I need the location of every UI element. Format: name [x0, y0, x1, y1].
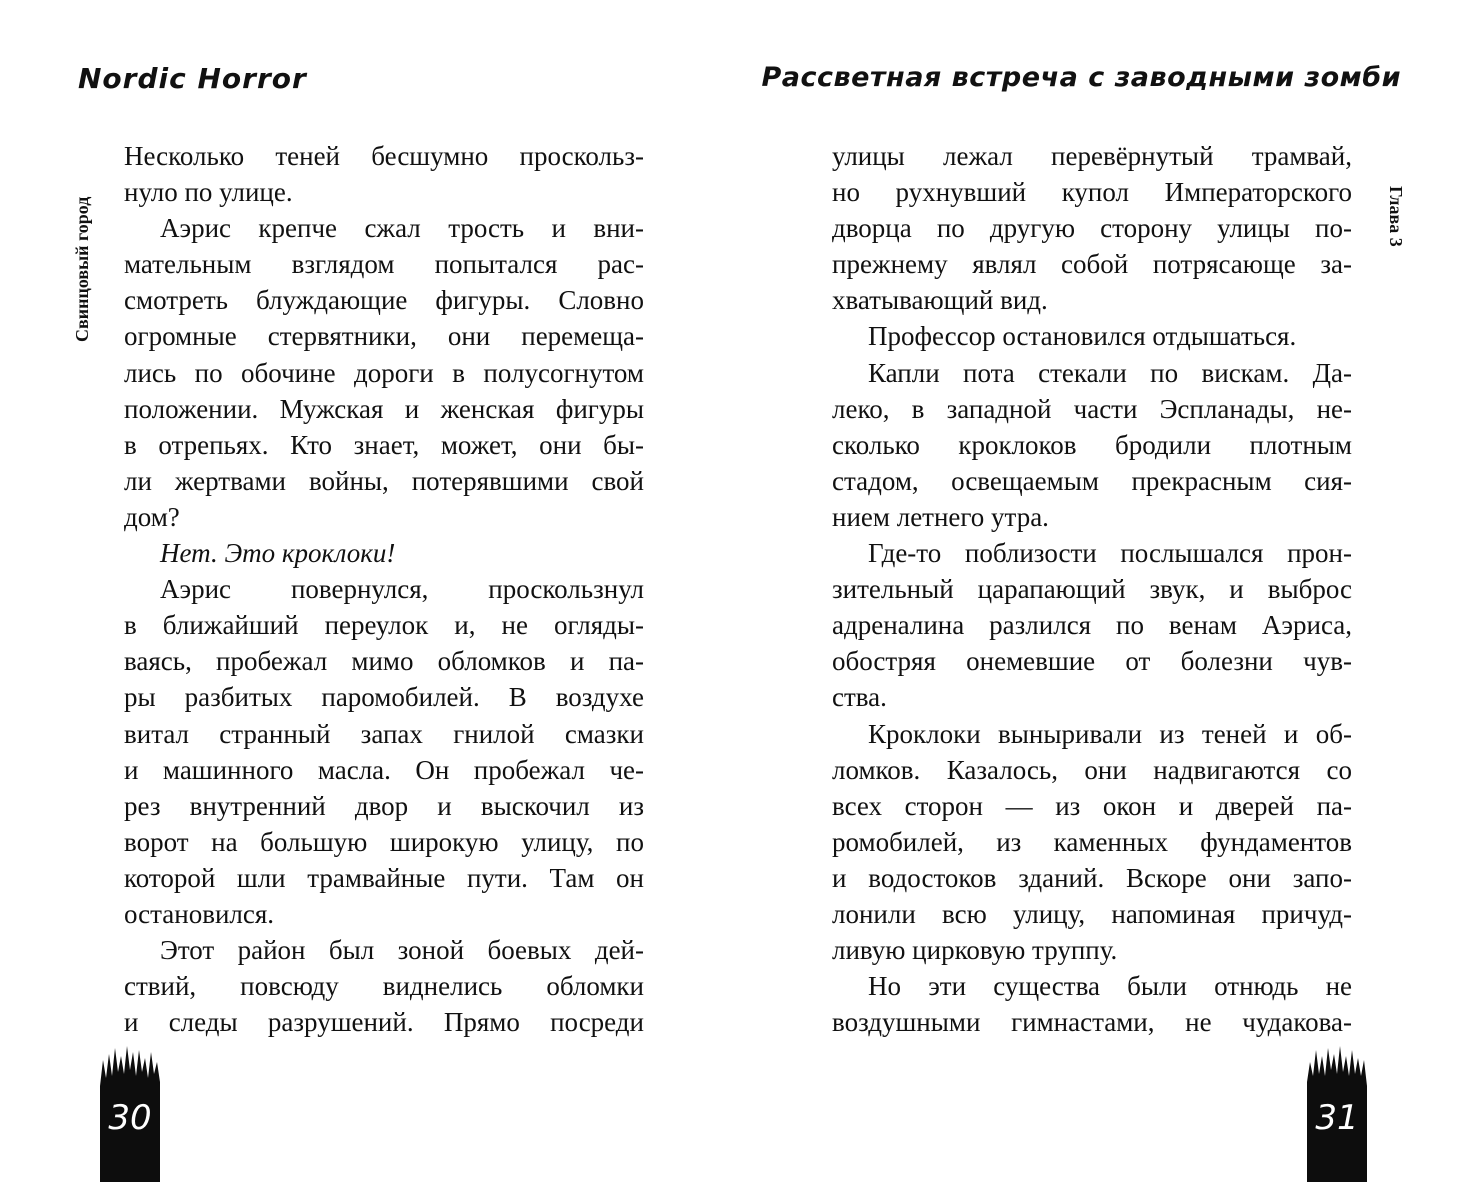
- text-line: лись по обочине дороги в полусогнутом: [124, 357, 644, 388]
- page-number-badge-right: [1307, 1046, 1367, 1182]
- text-line: Аэрис повернулся, проскользнул: [160, 574, 644, 605]
- text-line: в ближайший переулок и, не огляды-: [124, 610, 644, 641]
- book-title-side-label: Свинцовый город: [72, 196, 92, 342]
- left-page-text: [124, 138, 644, 1040]
- italic-thought-line: Нет. Это кроклоки!: [160, 538, 396, 569]
- text-line: Капли пота стекали по вискам. Да-: [868, 357, 1352, 388]
- text-line: ства.: [832, 682, 887, 713]
- text-line: леко, в западной части Эспланады, не-: [832, 393, 1352, 424]
- series-title: Nordic Horror: [78, 62, 307, 95]
- text-line: нием летнего утра.: [832, 501, 1049, 532]
- text-line: всех сторон — из окон и дверей па-: [832, 790, 1352, 821]
- text-line: ры разбитых паромобилей. В воздухе: [124, 682, 644, 713]
- text-line: воздушными гимнастами, не чудакова-: [832, 1007, 1352, 1038]
- text-line: обостряя онемевшие от болезни чув-: [832, 646, 1352, 677]
- text-line: дворца по другую сторону улицы по-: [832, 213, 1352, 244]
- text-line: смотреть блуждающие фигуры. Словно: [124, 285, 644, 316]
- text-line: ворот на большую широкую улицу, по: [124, 826, 644, 857]
- text-line: дом?: [124, 501, 180, 532]
- text-line: ствий, повсюду виднелись обломки: [124, 971, 644, 1002]
- text-line: ли жертвами войны, потерявшими свой: [124, 465, 644, 496]
- text-line: ломков. Казалось, они надвигаются со: [832, 754, 1352, 785]
- text-line: Профессор остановился отдышаться.: [868, 321, 1297, 352]
- text-line: Аэрис крепче сжал трость и вни-: [160, 213, 644, 244]
- text-line: стадом, освещаемым прекрасным сия-: [832, 465, 1352, 496]
- text-line: которой шли трамвайные пути. Там он: [124, 862, 644, 893]
- text-line: и машинного масла. Он пробежал че-: [124, 754, 644, 785]
- text-line: положении. Мужская и женская фигуры: [124, 393, 644, 424]
- text-line: Кроклоки выныривали из теней и об-: [868, 718, 1352, 749]
- text-line: в отрепьях. Кто знает, может, они бы-: [124, 429, 644, 460]
- text-line: и следы разрушений. Прямо посреди: [124, 1007, 644, 1038]
- text-line: ромобилей, из каменных фундаментов: [832, 826, 1352, 857]
- text-line: Но эти существа были отнюдь не: [868, 971, 1352, 1002]
- text-line: витал странный запах гнилой смазки: [124, 718, 644, 749]
- text-line: мательным взглядом попытался рас-: [124, 249, 644, 280]
- text-line: хватывающий вид.: [832, 285, 1048, 316]
- text-line: лонили всю улицу, напоминая причуд-: [832, 898, 1352, 929]
- text-line: ваясь, пробежал мимо обломков и па-: [124, 646, 644, 677]
- page-number-badge-left: [100, 1046, 160, 1182]
- text-line: адреналина разлился по венам Аэриса,: [832, 610, 1352, 641]
- text-line: Этот район был зоной боевых дей-: [160, 935, 644, 966]
- text-line: но рухнувший купол Императорского: [832, 177, 1352, 208]
- text-line: сколько кроклоков бродили плотным: [832, 429, 1352, 460]
- text-line: ливую цирковую труппу.: [832, 935, 1118, 966]
- text-line: огромные стервятники, они перемеща-: [124, 321, 644, 352]
- chapter-side-label: Глава 3: [1386, 186, 1406, 247]
- right-page-text: [832, 138, 1352, 1040]
- page-number-left: 30: [108, 1098, 152, 1138]
- text-line: рез внутренний двор и выскочил из: [124, 790, 644, 821]
- text-line: нуло по улице.: [124, 177, 293, 208]
- text-line: зительный царапающий звук, и выброс: [832, 574, 1352, 605]
- chapter-heading: Рассветная встреча с заводными зомби: [761, 62, 1401, 93]
- text-line: прежнему являл собой потрясающе за-: [832, 249, 1352, 280]
- text-line: улицы лежал перевёрнутый трамвай,: [832, 141, 1352, 171]
- text-line: остановился.: [124, 898, 275, 929]
- text-line: Несколько теней бесшумно проскольз-: [124, 141, 644, 171]
- text-line: Где-то поблизости послышался прон-: [868, 538, 1352, 569]
- text-line: и водостоков зданий. Вскоре они запо-: [832, 862, 1352, 893]
- page-number-right: 31: [1315, 1098, 1359, 1138]
